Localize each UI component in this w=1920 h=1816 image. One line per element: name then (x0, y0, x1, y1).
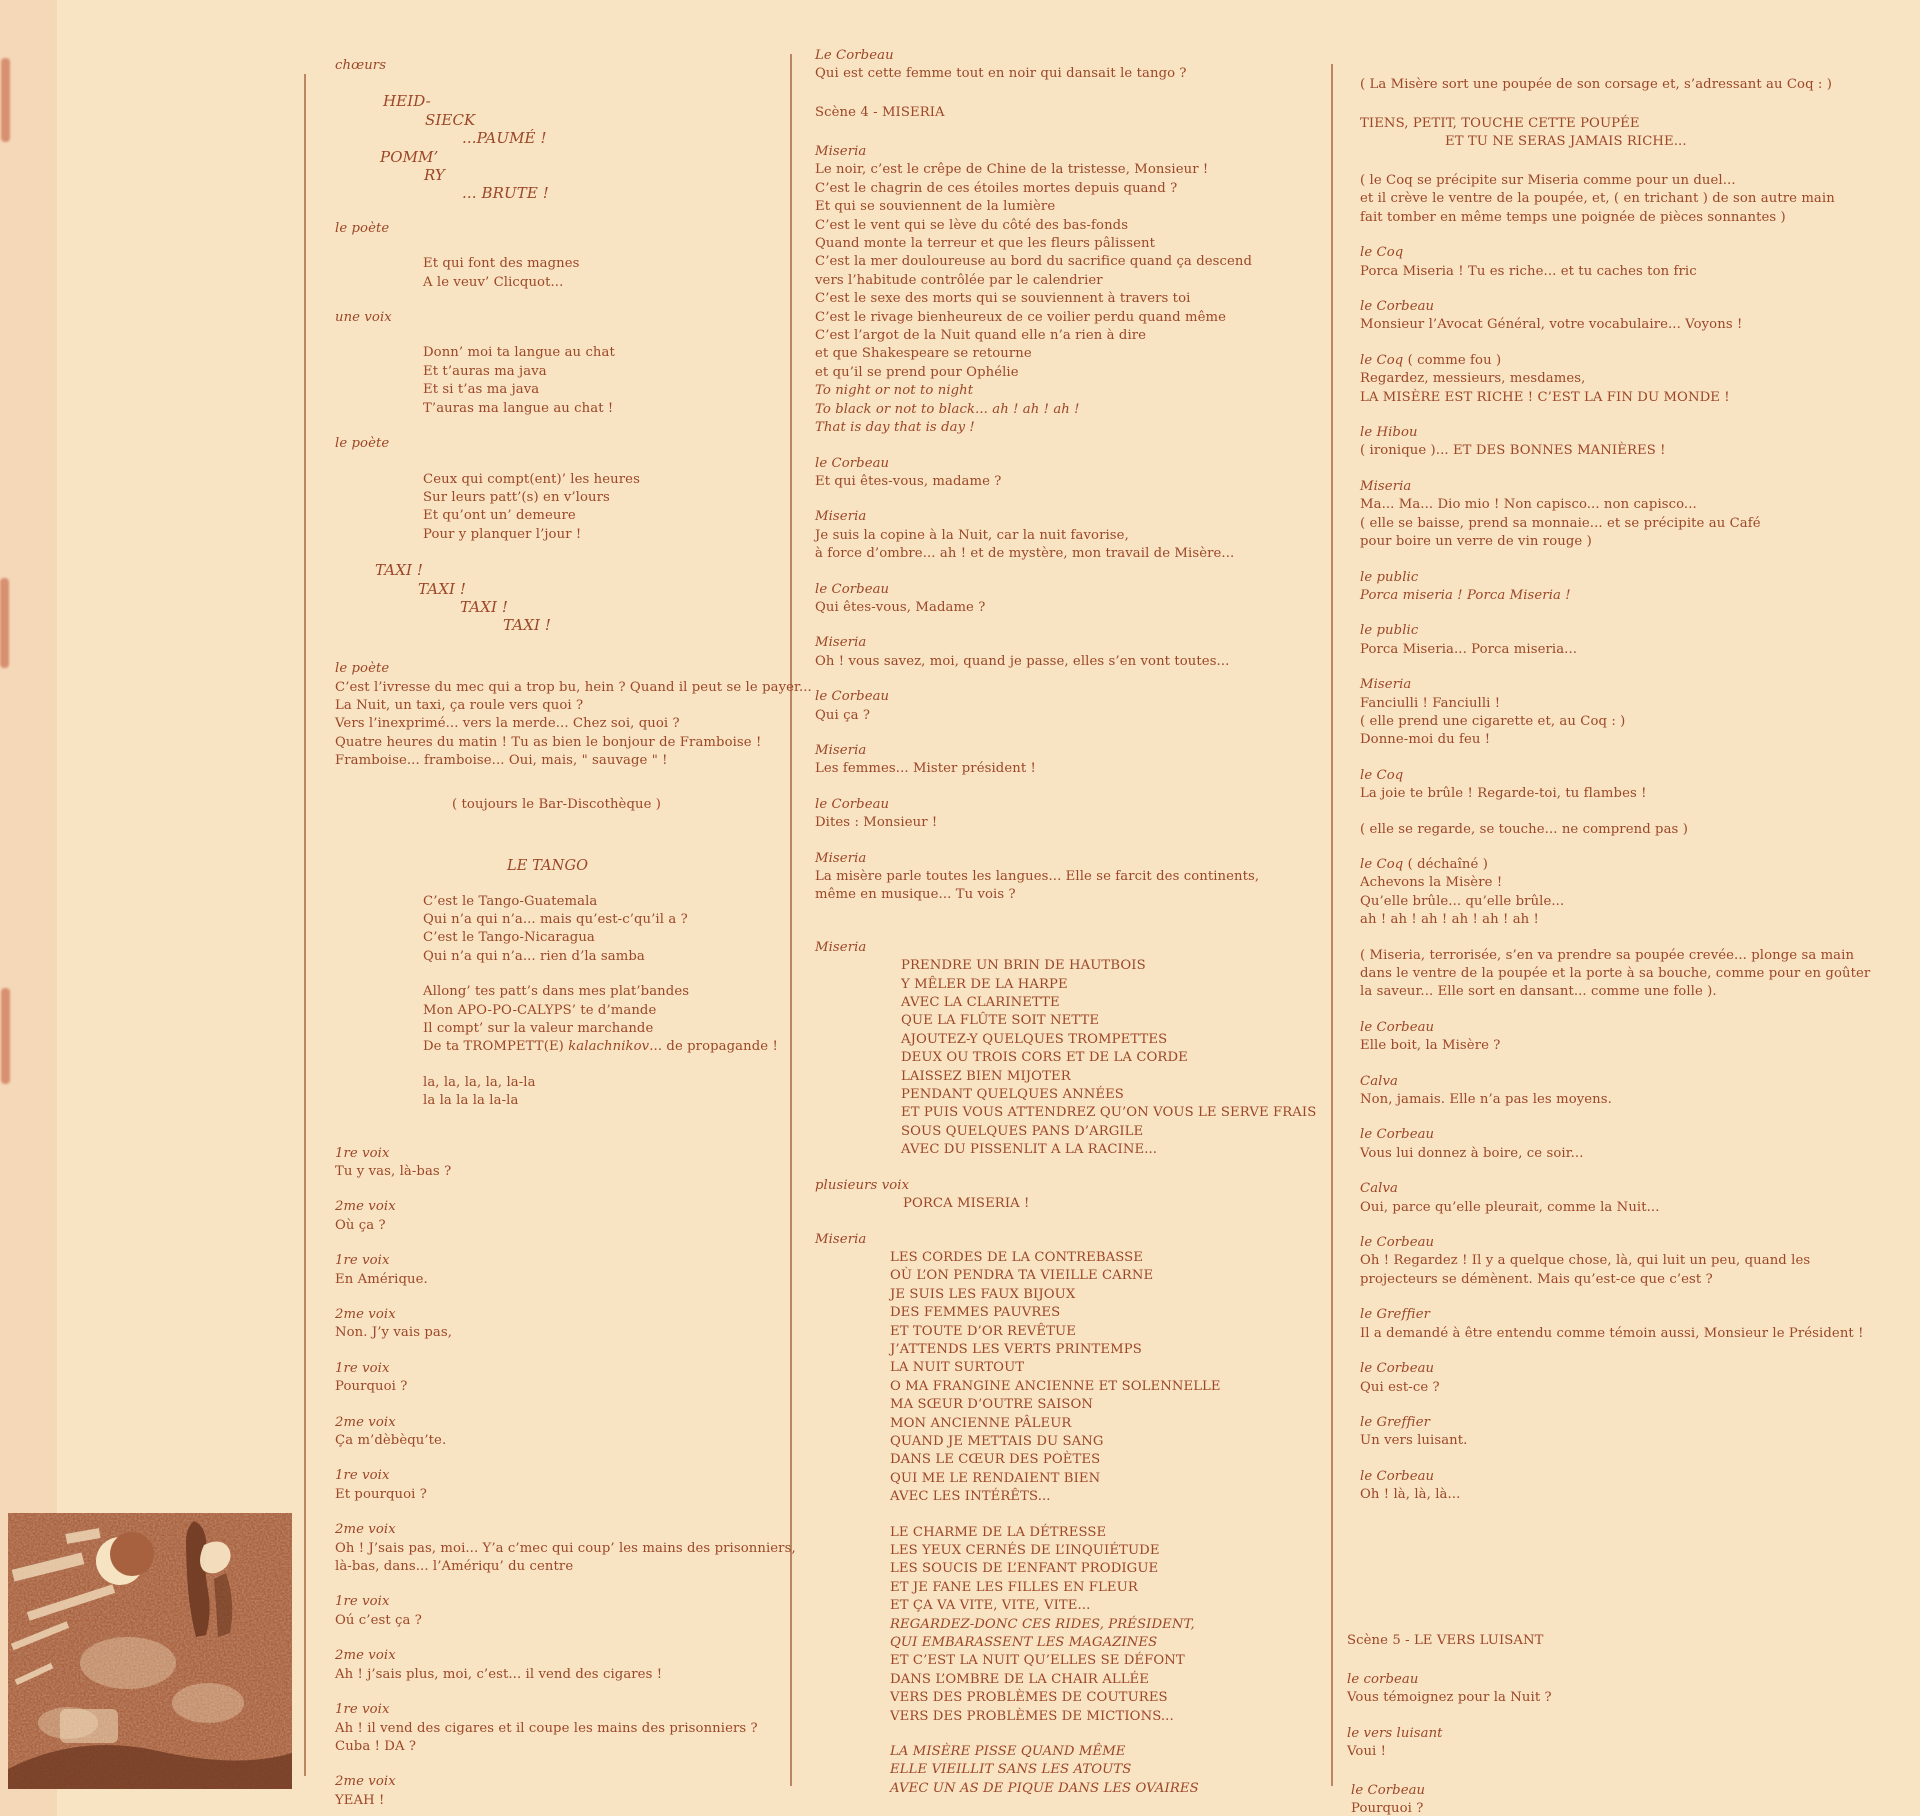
script-line: HEID- (383, 92, 431, 111)
woodcut-illustration (8, 1513, 292, 1789)
script-line: AVEC UN AS DE PIQUE DANS LES OVAIRES (890, 1780, 1199, 1796)
speaker-label: 2me voix (335, 1199, 396, 1215)
script-line: à force d’ombre... ah ! et de mystère, mon travail de Misère... (815, 546, 1235, 562)
script-line: AVEC DU PISSENLIT A LA RACINE... (901, 1142, 1158, 1158)
label-gap (335, 327, 805, 344)
speaker-label: Miseria (815, 939, 867, 955)
script-line: Et si t’as ma java (423, 382, 540, 398)
script-line: Il a demandé à être entendu comme témoin aussi, Monsieur le Président ! (1360, 1325, 1864, 1341)
script-line: Porca Miseria... Porca miseria... (1360, 641, 1578, 657)
script-line: Et qui êtes-vous, madame ? (815, 473, 1002, 489)
script-block (335, 1074, 805, 1111)
script-line: Oh ! vous savez, moi, quand je passe, elles s’en vont toutes... (815, 653, 1230, 669)
speaker-label: le poète (335, 661, 390, 677)
script-line: projecteurs se démènent. Mais qu’est-ce que c’est ? (1360, 1271, 1713, 1287)
script-line: C’est le rivage bienheureux de ce voilier perdu quand même (815, 309, 1226, 325)
column-rule (304, 74, 306, 1776)
speaker-label: chœurs (335, 58, 387, 73)
speaker-label: 2me voix (335, 1307, 396, 1322)
script-line: C’est l’argot de la Nuit quand elle n’a rien à dire (815, 328, 1147, 344)
script-line: AVEC LA CLARINETTE (901, 995, 1060, 1011)
script-line: Je suis la copine à la Nuit, car la nuit favorise, (815, 527, 1129, 543)
speaker-label: le public (1360, 569, 1419, 585)
scan-edge-mark (0, 578, 9, 668)
script-line: Qui n’a qui n’a... rien d’la samba (423, 948, 645, 964)
script-block (335, 1701, 805, 1756)
script-block (1360, 1468, 1920, 1505)
script-line: Et qui font des magnes (423, 256, 580, 272)
script-line: O MA FRANGINE ANCIENNE ET SOLENNELLE (890, 1378, 1221, 1394)
script-line: Ceux qui compt(ent)’ les heures (423, 471, 640, 487)
speaker-label: le Corbeau (1360, 1019, 1435, 1035)
script-block (335, 983, 805, 1057)
script-line: Ça m’dèbèqu’te. (335, 1433, 447, 1449)
script-block (1360, 115, 1920, 152)
script-line: C’est le sexe des morts qui se souviennent à travers toi (815, 291, 1191, 307)
script-line: Dites : Monsieur ! (815, 815, 938, 831)
script-line: MA SŒUR D’OUTRE SAISON (890, 1397, 1094, 1413)
script-block (1360, 676, 1920, 750)
speaker-label: 2me voix (335, 1522, 396, 1538)
script-line: LA NUIT SURTOUT (890, 1360, 1025, 1376)
script-line: et qu’il se prend pour Ophélie (815, 364, 1019, 380)
script-block (815, 688, 1335, 725)
speaker-label: le Corbeau (1360, 1361, 1435, 1377)
script-line: Pourquoi ? (1351, 1801, 1424, 1816)
script-column-2 (815, 47, 1335, 1798)
script-line: Non. J’y vais pas, (335, 1325, 453, 1341)
script-line: Vous lui donnez à boire, ce soir... (1360, 1145, 1584, 1161)
script-line: To night or not to night (815, 383, 974, 399)
script-block (335, 857, 805, 875)
script-line: PORCA MISERIA ! (903, 1196, 1030, 1212)
script-block (335, 796, 805, 814)
script-line: C’est le vent qui se lève du côté des bas-fonds (815, 217, 1129, 233)
script-line: ( elle prend une cigarette et, au Coq : ) (1360, 713, 1626, 729)
script-line: Porca Miseria ! Tu es riche... et tu caches ton fric (1360, 263, 1697, 279)
script-line: Mon APO-PO-CALYPS’ te d’mande (423, 1002, 657, 1018)
speaker-label: Miseria (815, 144, 867, 159)
script-line: ET PUIS VOUS ATTENDREZ QU’ON VOUS LE SERVE FRAIS (901, 1105, 1317, 1121)
script-line: Fanciulli ! Fanciulli ! (1360, 695, 1501, 711)
script-line: QUI ME LE RENDAIENT BIEN (890, 1470, 1101, 1486)
script-block (1360, 244, 1920, 281)
script-line: C’est le Tango-Guatemala (423, 893, 598, 909)
speaker-label: 1re voix (335, 1145, 390, 1161)
script-block (1360, 298, 1920, 335)
script-column-3 (1347, 76, 1920, 1816)
script-line: Qu’elle brûle... qu’elle brûle... (1360, 893, 1565, 909)
speaker-label: le Corbeau (1351, 1782, 1426, 1798)
script-line: Framboise... framboise... Oui, mais, " sauvage " ! (335, 753, 668, 769)
speaker-label: Calva (1360, 1073, 1398, 1089)
script-line: LA MISÈRE EST RICHE ! C’EST LA FIN DU MONDE ! (1360, 389, 1730, 405)
script-block (815, 455, 1335, 492)
script-block (1360, 569, 1920, 606)
script-line: là-bas, dans... l’Amériqu’ du centre (335, 1559, 574, 1575)
script-line: et que Shakespeare se retourne (815, 346, 1032, 362)
script-line: la, la, la, la, la-la (423, 1074, 536, 1090)
script-line: Qui est-ce ? (1360, 1379, 1440, 1395)
script-line: Il compt’ sur la valeur marchande (423, 1020, 654, 1036)
speaker-label: le Corbeau (815, 581, 890, 597)
script-line: Les femmes... Mister président ! (815, 761, 1036, 777)
script-block (815, 581, 1335, 618)
scan-edge-mark (1, 58, 10, 142)
script-line: Y MÊLER DE LA HARPE (901, 976, 1068, 992)
script-line: ( le Coq se précipite sur Miseria comme pour un duel... (1360, 173, 1736, 188)
script-line: C’est l’ivresse du mec qui a trop bu, hein ? Quand il peut se le payer... (335, 679, 812, 695)
script-line: Oh ! là, là, là... (1360, 1487, 1461, 1503)
script-line: DEUX OU TROIS CORS ET DE LA CORDE (901, 1050, 1188, 1066)
script-line: DANS L’OMBRE DE LA CHAIR ALLÉE (890, 1671, 1150, 1687)
script-line: Ah ! j’sais plus, moi, c’est... il vend des cigares ! (335, 1666, 663, 1682)
speaker-label: 1re voix (335, 1594, 390, 1610)
speaker-label: Miseria (815, 850, 867, 866)
script-line: PENDANT QUELQUES ANNÉES (901, 1087, 1124, 1103)
script-block (1360, 1414, 1920, 1451)
script-line: Et pourquoi ? (335, 1486, 427, 1502)
script-block (335, 1360, 805, 1397)
script-block (1347, 1671, 1920, 1708)
script-line: ( toujours le Bar-Discothèque ) (452, 797, 662, 813)
speaker-label: le Coq (1360, 245, 1404, 261)
speaker-label: le Corbeau (1360, 299, 1435, 315)
script-line: Scène 4 - MISERIA (815, 105, 945, 121)
script-block (815, 850, 1335, 905)
script-line: ET JE FANE LES FILLES EN FLEUR (890, 1579, 1138, 1595)
speaker-label: Le Corbeau (815, 48, 894, 63)
script-line: Sur leurs patt’(s) en v’lours (423, 489, 610, 505)
script-line: Qui n’a qui n’a... mais qu’est-c’qu’il a ? (423, 911, 688, 927)
script-line: Et qu’ont un’ demeure (423, 508, 576, 524)
script-line: Monsieur l’Avocat Général, votre vocabulaire... Voyons ! (1360, 317, 1743, 333)
script-line: vers l’habitude contrôlée par le calendrier (815, 272, 1103, 288)
script-block (815, 143, 1335, 438)
script-line: Qui est cette femme tout en noir qui dansait le tango ? (815, 66, 1187, 82)
script-block (1360, 1126, 1920, 1163)
script-block (1360, 821, 1920, 839)
script-block (1360, 947, 1920, 1002)
script-block (1360, 622, 1920, 659)
script-block (815, 939, 1335, 1160)
script-line: ET TOUTE D’OR REVÊTUE (890, 1323, 1076, 1339)
script-line: pour boire un verre de vin rouge ) (1360, 534, 1592, 550)
speaker-label: 1re voix (335, 1253, 390, 1269)
script-block (815, 47, 1335, 84)
script-line: A le veuv’ Clicquot... (423, 274, 564, 290)
script-line: En Amérique. (335, 1271, 428, 1287)
script-line-segment: De ta TROMPETT(E) (423, 1039, 569, 1055)
speaker-label: Miseria (1360, 478, 1412, 494)
script-line: Donne-moi du feu ! (1360, 732, 1491, 748)
speaker-label: Miseria (815, 742, 867, 758)
speaker-label: Calva (1360, 1181, 1398, 1197)
script-line: Non, jamais. Elle n’a pas les moyens. (1360, 1092, 1612, 1108)
script-line: ( La Misère sort une poupée de son corsage et, s’adressant au Coq : ) (1360, 77, 1833, 92)
script-line: T’auras ma langue au chat ! (423, 400, 614, 416)
script-line: MON ANCIENNE PÂLEUR (890, 1415, 1072, 1431)
script-column-1 (335, 57, 812, 1810)
script-line: même en musique... Tu vois ? (815, 887, 1016, 903)
script-block (335, 1414, 805, 1451)
script-line: C’est le Tango-Nicaragua (423, 930, 595, 946)
script-line: LES CORDES DE LA CONTREBASSE (890, 1249, 1144, 1265)
script-line: fait tomber en même temps une poignée de pièces sonnantes ) (1360, 209, 1786, 225)
script-line: Et qui se souviennent de la lumière (815, 199, 1056, 215)
script-line: Qui êtes-vous, Madame ? (815, 599, 986, 615)
script-line: Qui ça ? (815, 707, 871, 723)
script-block (335, 893, 805, 967)
script-line: ( elle se regarde, se touche... ne comprend pas ) (1360, 821, 1688, 837)
label-gap (335, 454, 805, 471)
light-patch (60, 1709, 118, 1743)
script-block (335, 92, 805, 202)
script-block (815, 634, 1335, 671)
speaker-label: le Corbeau (815, 689, 890, 705)
script-block (815, 742, 1335, 779)
script-line: TAXI ! (418, 579, 467, 598)
script-block (815, 104, 1335, 122)
script-line: QUAND JE METTAIS DU SANG (890, 1433, 1104, 1449)
script-block (1347, 1632, 1920, 1650)
script-line: ...PAUMÉ ! (462, 129, 547, 148)
script-block (335, 435, 805, 544)
script-line: Donn’ moi ta langue au chat (423, 345, 615, 361)
script-line: Et t’auras ma java (423, 363, 547, 379)
script-block (815, 1177, 1335, 1214)
script-line: ET ÇA VA VITE, VITE, VITE... (890, 1598, 1091, 1614)
script-block (335, 1467, 805, 1504)
script-line: POMM’ (380, 147, 439, 166)
speaker-label: Miseria (1360, 677, 1412, 693)
script-block (335, 1306, 805, 1343)
script-line: ( ironique )... ET DES BONNES MANIÈRES ! (1360, 443, 1666, 459)
script-block (335, 1145, 805, 1182)
speaker-label: 1re voix (335, 1702, 390, 1718)
script-block (1351, 1782, 1920, 1816)
script-line: OÙ L’ON PENDRA TA VIEILLE CARNE (890, 1268, 1154, 1284)
script-block (335, 1773, 805, 1810)
speaker-label: le Corbeau (1360, 1468, 1435, 1484)
script-line: la la la la la-la (423, 1093, 519, 1109)
speaker-label: le Corbeau (1360, 1235, 1435, 1251)
script-line: Cuba ! DA ? (335, 1738, 417, 1754)
script-line: LE TANGO (507, 858, 589, 875)
script-line: Allong’ tes patt’s dans mes plat’bandes (423, 984, 690, 1000)
script-block (815, 796, 1335, 833)
script-line: C’est la mer douloureuse au bord du sacrifice quand ça descend (815, 254, 1253, 270)
script-line: Oú c’est ça ? (335, 1612, 422, 1628)
script-line (335, 1038, 805, 1056)
script-line: et il crève le ventre de la poupée, et, ( en trichant ) de son autre main (1360, 191, 1835, 207)
script-line: That is day that is day ! (815, 420, 975, 436)
script-block (1360, 1073, 1920, 1110)
script-line: ET TU NE SERAS JAMAIS RICHE... (1445, 134, 1687, 150)
script-line: TAXI ! (503, 616, 552, 635)
script-line: QUE LA FLÛTE SOIT NETTE (901, 1013, 1100, 1029)
script-line: Oh ! J’sais pas, moi... Y’a c’mec qui coup’ les mains des prisonniers, (335, 1540, 796, 1556)
script-line: Oui, parce qu’elle pleurait, comme la Nuit... (1360, 1199, 1660, 1215)
script-block (815, 1743, 1335, 1798)
speaker-label: le Hibou (1360, 425, 1418, 441)
script-line: LES YEUX CERNÉS DE L’INQUIÉTUDE (890, 1543, 1160, 1558)
script-line: SOUS QUELQUES PANS D’ARGILE (901, 1123, 1144, 1139)
script-line: To black or not to black... ah ! ah ! ah ! (815, 401, 1080, 417)
script-line: La joie te brûle ! Regarde-toi, tu flambes ! (1360, 786, 1647, 802)
scan-edge-mark (1, 988, 10, 1084)
script-block (815, 1231, 1335, 1507)
script-line: Regardez, messieurs, mesdames, (1360, 371, 1586, 387)
script-line: ET C’EST LA NUIT QU’ELLES SE DÉFONT (890, 1653, 1185, 1669)
speaker-label: le Corbeau (815, 455, 890, 471)
speaker-label: le corbeau (1347, 1671, 1419, 1687)
speaker-label: le Coq ( déchaîné ) (1360, 856, 1488, 872)
script-line: VERS DES PROBLÈMES DE COUTURES (890, 1690, 1168, 1706)
script-line: AVEC LES INTÉRÊTS... (890, 1489, 1051, 1505)
speaker-label: le poète (335, 436, 390, 452)
script-line: Où ça ? (335, 1217, 386, 1233)
script-line: Pour y planquer l’jour ! (423, 526, 582, 542)
speaker-label: 2me voix (335, 1648, 396, 1664)
speaker-label: Miseria (815, 1231, 867, 1247)
script-line: TAXI ! (460, 597, 509, 616)
script-block (1360, 1180, 1920, 1217)
speaker-label: Miseria (815, 635, 867, 651)
script-block (335, 1252, 805, 1289)
speaker-label: le poète (335, 220, 390, 236)
script-line: Elle boit, la Misère ? (1360, 1038, 1501, 1054)
speaker-label-note: ( comme fou ) (1403, 352, 1502, 368)
speaker-label: le Greffier (1360, 1307, 1431, 1323)
script-line: ( elle se baisse, prend sa monnaie... et se précipite au Café (1360, 515, 1761, 531)
script-block (1360, 1306, 1920, 1343)
script-line: Pourquoi ? (335, 1379, 408, 1395)
script-line: Ma... Ma... Dio mio ! Non capisco... non capisco... (1360, 497, 1697, 513)
script-line: dans le ventre de la poupée et la porte à sa bouche, comme pour en goûter (1360, 966, 1871, 981)
script-block (1360, 1360, 1920, 1397)
script-line: ah ! ah ! ah ! ah ! ah ! ah ! (1360, 912, 1539, 928)
script-block (335, 561, 805, 635)
script-block (335, 660, 812, 770)
script-line: ( Miseria, terrorisée, s’en va prendre sa poupée crevée... plonge sa main (1360, 947, 1855, 963)
speaker-label: le public (1360, 623, 1419, 639)
speaker-label: Miseria (815, 509, 867, 525)
script-block (1360, 1234, 1920, 1289)
script-line: Ah ! il vend des cigares et il coupe les mains des prisonniers ? (335, 1720, 758, 1736)
script-block (1360, 767, 1920, 804)
speaker-label: le Corbeau (1360, 1127, 1435, 1143)
script-line: Quatre heures du matin ! Tu as bien le bonjour de Framboise ! (335, 734, 762, 750)
script-line: Porca miseria ! Porca Miseria ! (1360, 587, 1571, 603)
script-line: ... BRUTE ! (462, 184, 549, 203)
script-line: LES SOUCIS DE L’ENFANT PRODIGUE (890, 1561, 1159, 1577)
script-line: C’est le chagrin de ces étoiles mortes depuis quand ? (815, 180, 1178, 196)
script-line: Achevons la Misère ! (1360, 875, 1503, 891)
script-line: LE CHARME DE LA DÉTRESSE (890, 1524, 1107, 1540)
script-line: SIECK (425, 110, 476, 129)
script-line: REGARDEZ-DONC CES RIDES, PRÉSIDENT, (890, 1616, 1195, 1632)
script-line: TAXI ! (375, 561, 424, 580)
script-line-segment: kalachnikov (568, 1039, 650, 1055)
speaker-label: le Coq (1360, 767, 1404, 783)
script-line: La Nuit, un taxi, ça roule vers quoi ? (335, 698, 584, 714)
script-block (1360, 352, 1920, 407)
script-line: Un vers luisant. (1360, 1433, 1468, 1449)
script-block (1360, 478, 1920, 552)
script-block (1360, 424, 1920, 461)
script-line: LAISSEZ BIEN MIJOTER (901, 1068, 1071, 1084)
script-line: La misère parle toutes les langues... Elle se farcit des continents, (815, 869, 1260, 884)
script-line: LA MISÈRE PISSE QUAND MÊME (890, 1744, 1126, 1760)
speaker-label-note: ( déchaîné ) (1403, 856, 1488, 872)
script-block (335, 220, 805, 292)
speaker-label: le Coq ( comme fou ) (1360, 352, 1502, 368)
speaker-label: 2me voix (335, 1414, 396, 1430)
script-block (815, 1524, 1335, 1726)
script-line: DANS LE CŒUR DES POÈTES (890, 1452, 1101, 1468)
script-line: Voui ! (1347, 1744, 1387, 1760)
script-block (335, 1647, 805, 1684)
script-block (1360, 76, 1920, 94)
script-line: J’ATTENDS LES VERTS PRINTEMPS (890, 1341, 1142, 1357)
script-line: Scène 5 - LE VERS LUISANT (1347, 1633, 1544, 1649)
speaker-label: le vers luisant (1347, 1725, 1443, 1741)
script-block (335, 1198, 805, 1235)
script-line: AJOUTEZ-Y QUELQUES TROMPETTES (901, 1031, 1168, 1047)
script-block (1360, 856, 1920, 930)
script-line: la saveur... Elle sort en dansant... comme une folle ). (1360, 984, 1717, 1000)
script-line: QUI EMBARASSENT LES MAGAZINES (890, 1635, 1158, 1651)
script-line: RY (424, 166, 445, 185)
speaker-label: une voix (335, 310, 392, 326)
speaker-label: 1re voix (335, 1360, 390, 1376)
script-block (1347, 1725, 1920, 1762)
script-block (1360, 1019, 1920, 1056)
speaker-label: le Corbeau (815, 796, 890, 812)
script-line: ELLE VIEILLIT SANS LES ATOUTS (890, 1762, 1132, 1778)
script-block (335, 1521, 805, 1576)
script-line: Vers l’inexprimé... vers la merde... Chez soi, quoi ? (335, 716, 680, 732)
script-line: VERS DES PROBLÈMES DE MICTIONS... (890, 1708, 1174, 1724)
script-line: DES FEMMES PAUVRES (890, 1305, 1061, 1321)
script-line: TIENS, PETIT, TOUCHE CETTE POUPÉE (1360, 115, 1640, 131)
speaker-label: plusieurs voix (815, 1177, 910, 1193)
script-block (1360, 172, 1920, 227)
script-block (335, 1593, 805, 1630)
speaker-label: le Greffier (1360, 1414, 1431, 1430)
script-line: Le noir, c’est le crêpe de Chine de la tristesse, Monsieur ! (815, 162, 1209, 178)
script-line: Vous témoignez pour la Nuit ? (1347, 1690, 1552, 1706)
script-line: JE SUIS LES FAUX BIJOUX (890, 1286, 1076, 1302)
label-gap (335, 238, 805, 255)
script-line: PRENDRE UN BRIN DE HAUTBOIS (901, 958, 1146, 974)
script-line: Tu y vas, là-bas ? (335, 1163, 452, 1179)
script-block (815, 508, 1335, 563)
script-block (335, 57, 805, 75)
script-line-segment: ... de propagande ! (649, 1039, 778, 1055)
script-line: Quand monte la terreur et que les fleurs pâlissent (815, 236, 1156, 252)
script-line: YEAH ! (335, 1792, 385, 1808)
speaker-label: 2me voix (335, 1774, 396, 1790)
speaker-label: 1re voix (335, 1468, 390, 1484)
script-block (335, 309, 805, 418)
script-line: Oh ! Regardez ! Il y a quelque chose, là, qui luit un peu, quand les (1360, 1253, 1811, 1269)
